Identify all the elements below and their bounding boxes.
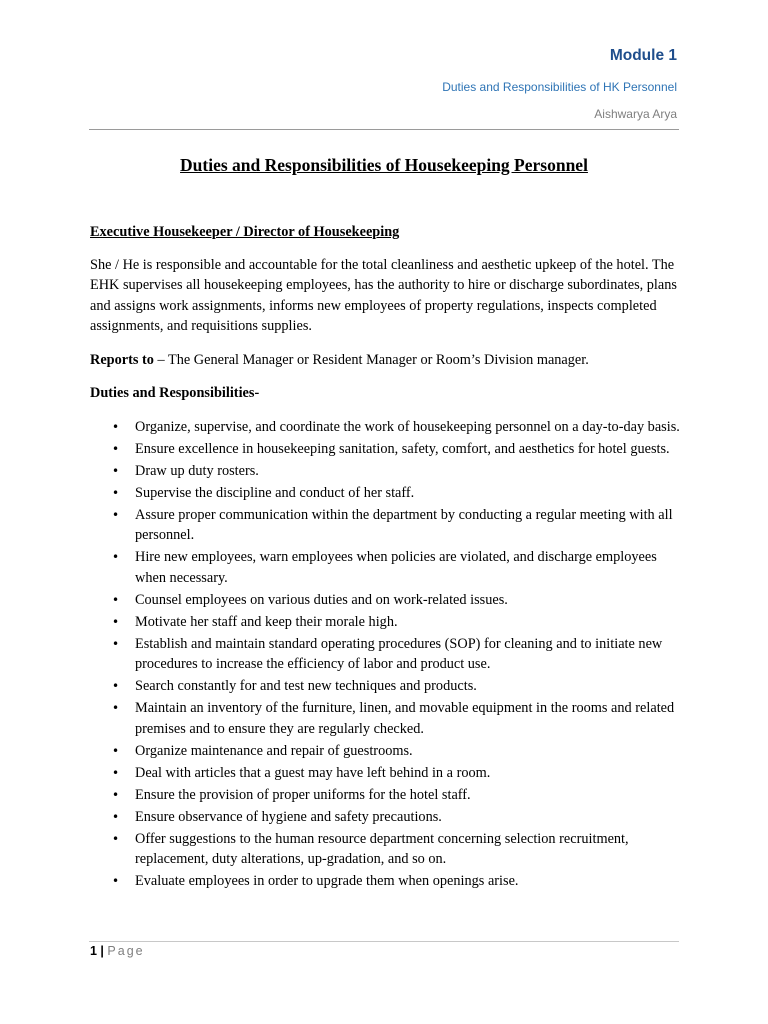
bullet-icon: • (112, 550, 120, 564)
bullet-icon: • (112, 507, 120, 522)
bullet-icon: • (112, 831, 120, 846)
header-subtitle: Duties and Responsibilities of HK Personnel (442, 80, 677, 94)
duties-heading: Duties and Responsibilities- (90, 385, 260, 401)
duty-text: Motivate her staff and keep their morale high. (135, 613, 398, 630)
bullet-icon: • (112, 419, 120, 434)
duty-text: Evaluate employees in order to upgrade them when openings arise. (135, 873, 519, 889)
duty-text: Assure proper communication within the department by conducting a regular meeting with all personnel. (135, 506, 673, 543)
duty-list-item (90, 439, 680, 460)
page-footer (90, 944, 145, 958)
duty-list-item (90, 829, 680, 870)
footer-divider (89, 941, 679, 942)
duty-text: Organize, supervise, and coordinate the work of housekeeping personnel on a day-to-day basis. (135, 418, 680, 435)
reports-to-paragraph (90, 350, 680, 371)
duty-text: Counsel employees on various duties and on work-related issues. (135, 591, 508, 608)
main-content (90, 222, 680, 893)
duty-list-item (90, 547, 680, 588)
bullet-icon: • (112, 463, 120, 478)
duty-text: Search constantly for and test new techniques and products. (135, 678, 477, 694)
duty-text: Ensure the provision of proper uniforms for the hotel staff. (135, 786, 471, 803)
duty-text: Ensure excellence in housekeeping sanitation, safety, comfort, and aesthetics for hotel guests. (135, 440, 670, 457)
bullet-icon: • (112, 636, 120, 651)
footer-separator: | (96, 944, 108, 958)
bullet-icon: • (112, 592, 120, 607)
duty-list-item (90, 590, 680, 611)
duty-list-item (90, 763, 680, 784)
reports-to-text: – The General Manager or Resident Manager or Room’s Division manager. (153, 351, 589, 368)
duty-text: Ensure observance of hygiene and safety precautions. (135, 808, 442, 825)
duty-text: Deal with articles that a guest may have left behind in a room. (135, 764, 491, 781)
duty-text: Supervise the discipline and conduct of her staff. (135, 484, 415, 501)
bullet-icon: • (112, 485, 120, 500)
duty-list-item (90, 676, 680, 697)
bullet-icon: • (112, 441, 120, 456)
duty-list-item (90, 612, 680, 633)
bullet-icon: • (112, 765, 120, 780)
duty-text: Offer suggestions to the human resource department concerning selection recruitment, replacement, duty alterations, up-gradation, and so on. (135, 830, 629, 867)
duty-list-item (90, 698, 680, 739)
bullet-icon: • (112, 614, 120, 629)
bullet-icon: • (112, 701, 120, 715)
header-divider (89, 129, 679, 130)
duty-list-item (90, 417, 680, 438)
section-heading: Executive Housekeeper / Director of Housekeeping (90, 224, 400, 240)
duty-list-item (90, 785, 680, 806)
duty-text: Organize maintenance and repair of guestrooms. (135, 742, 413, 759)
bullet-icon: • (112, 874, 120, 888)
duty-list-item (90, 741, 680, 762)
page-number: 1 (90, 944, 97, 958)
header-module: Module 1 (609, 47, 677, 64)
header-author: Aishwarya Arya (594, 107, 677, 121)
duty-list-item (90, 505, 680, 546)
page-title: Duties and Responsibilities of Housekeeping Personnel (180, 155, 588, 175)
duty-text: Establish and maintain standard operating procedures (SOP) for cleaning and to initiate new procedures to increase the efficiency of labor and product use. (135, 635, 663, 672)
intro-paragraph: She / He is responsible and accountable for the total cleanliness and aesthetic upkeep of the hotel. The EHK supervises all housekeeping employees, has the authority to hire or discharge subordinates, plans and assigns work assignments, informs new employees of property regulations, inspects completed assignments, and requisitions supplies. (90, 256, 677, 334)
reports-to-label: Reports to (90, 351, 154, 368)
duty-list-item (90, 461, 680, 482)
bullet-icon: • (112, 679, 120, 693)
page-label: Page (107, 944, 145, 958)
duty-text: Hire new employees, warn employees when policies are violated, and discharge employees when necessary. (135, 549, 657, 586)
bullet-icon: • (112, 809, 120, 824)
duties-list (90, 417, 680, 892)
duty-text: Maintain an inventory of the furniture, linen, and movable equipment in the rooms and related premises and to ensure they are regularly checked. (135, 700, 675, 737)
bullet-icon: • (112, 787, 120, 802)
bullet-icon: • (112, 743, 120, 758)
duty-text: Draw up duty rosters. (135, 462, 259, 479)
duty-list-item (90, 807, 680, 828)
duty-list-item (90, 871, 680, 892)
duty-list-item (90, 483, 680, 504)
duty-list-item (90, 634, 680, 675)
